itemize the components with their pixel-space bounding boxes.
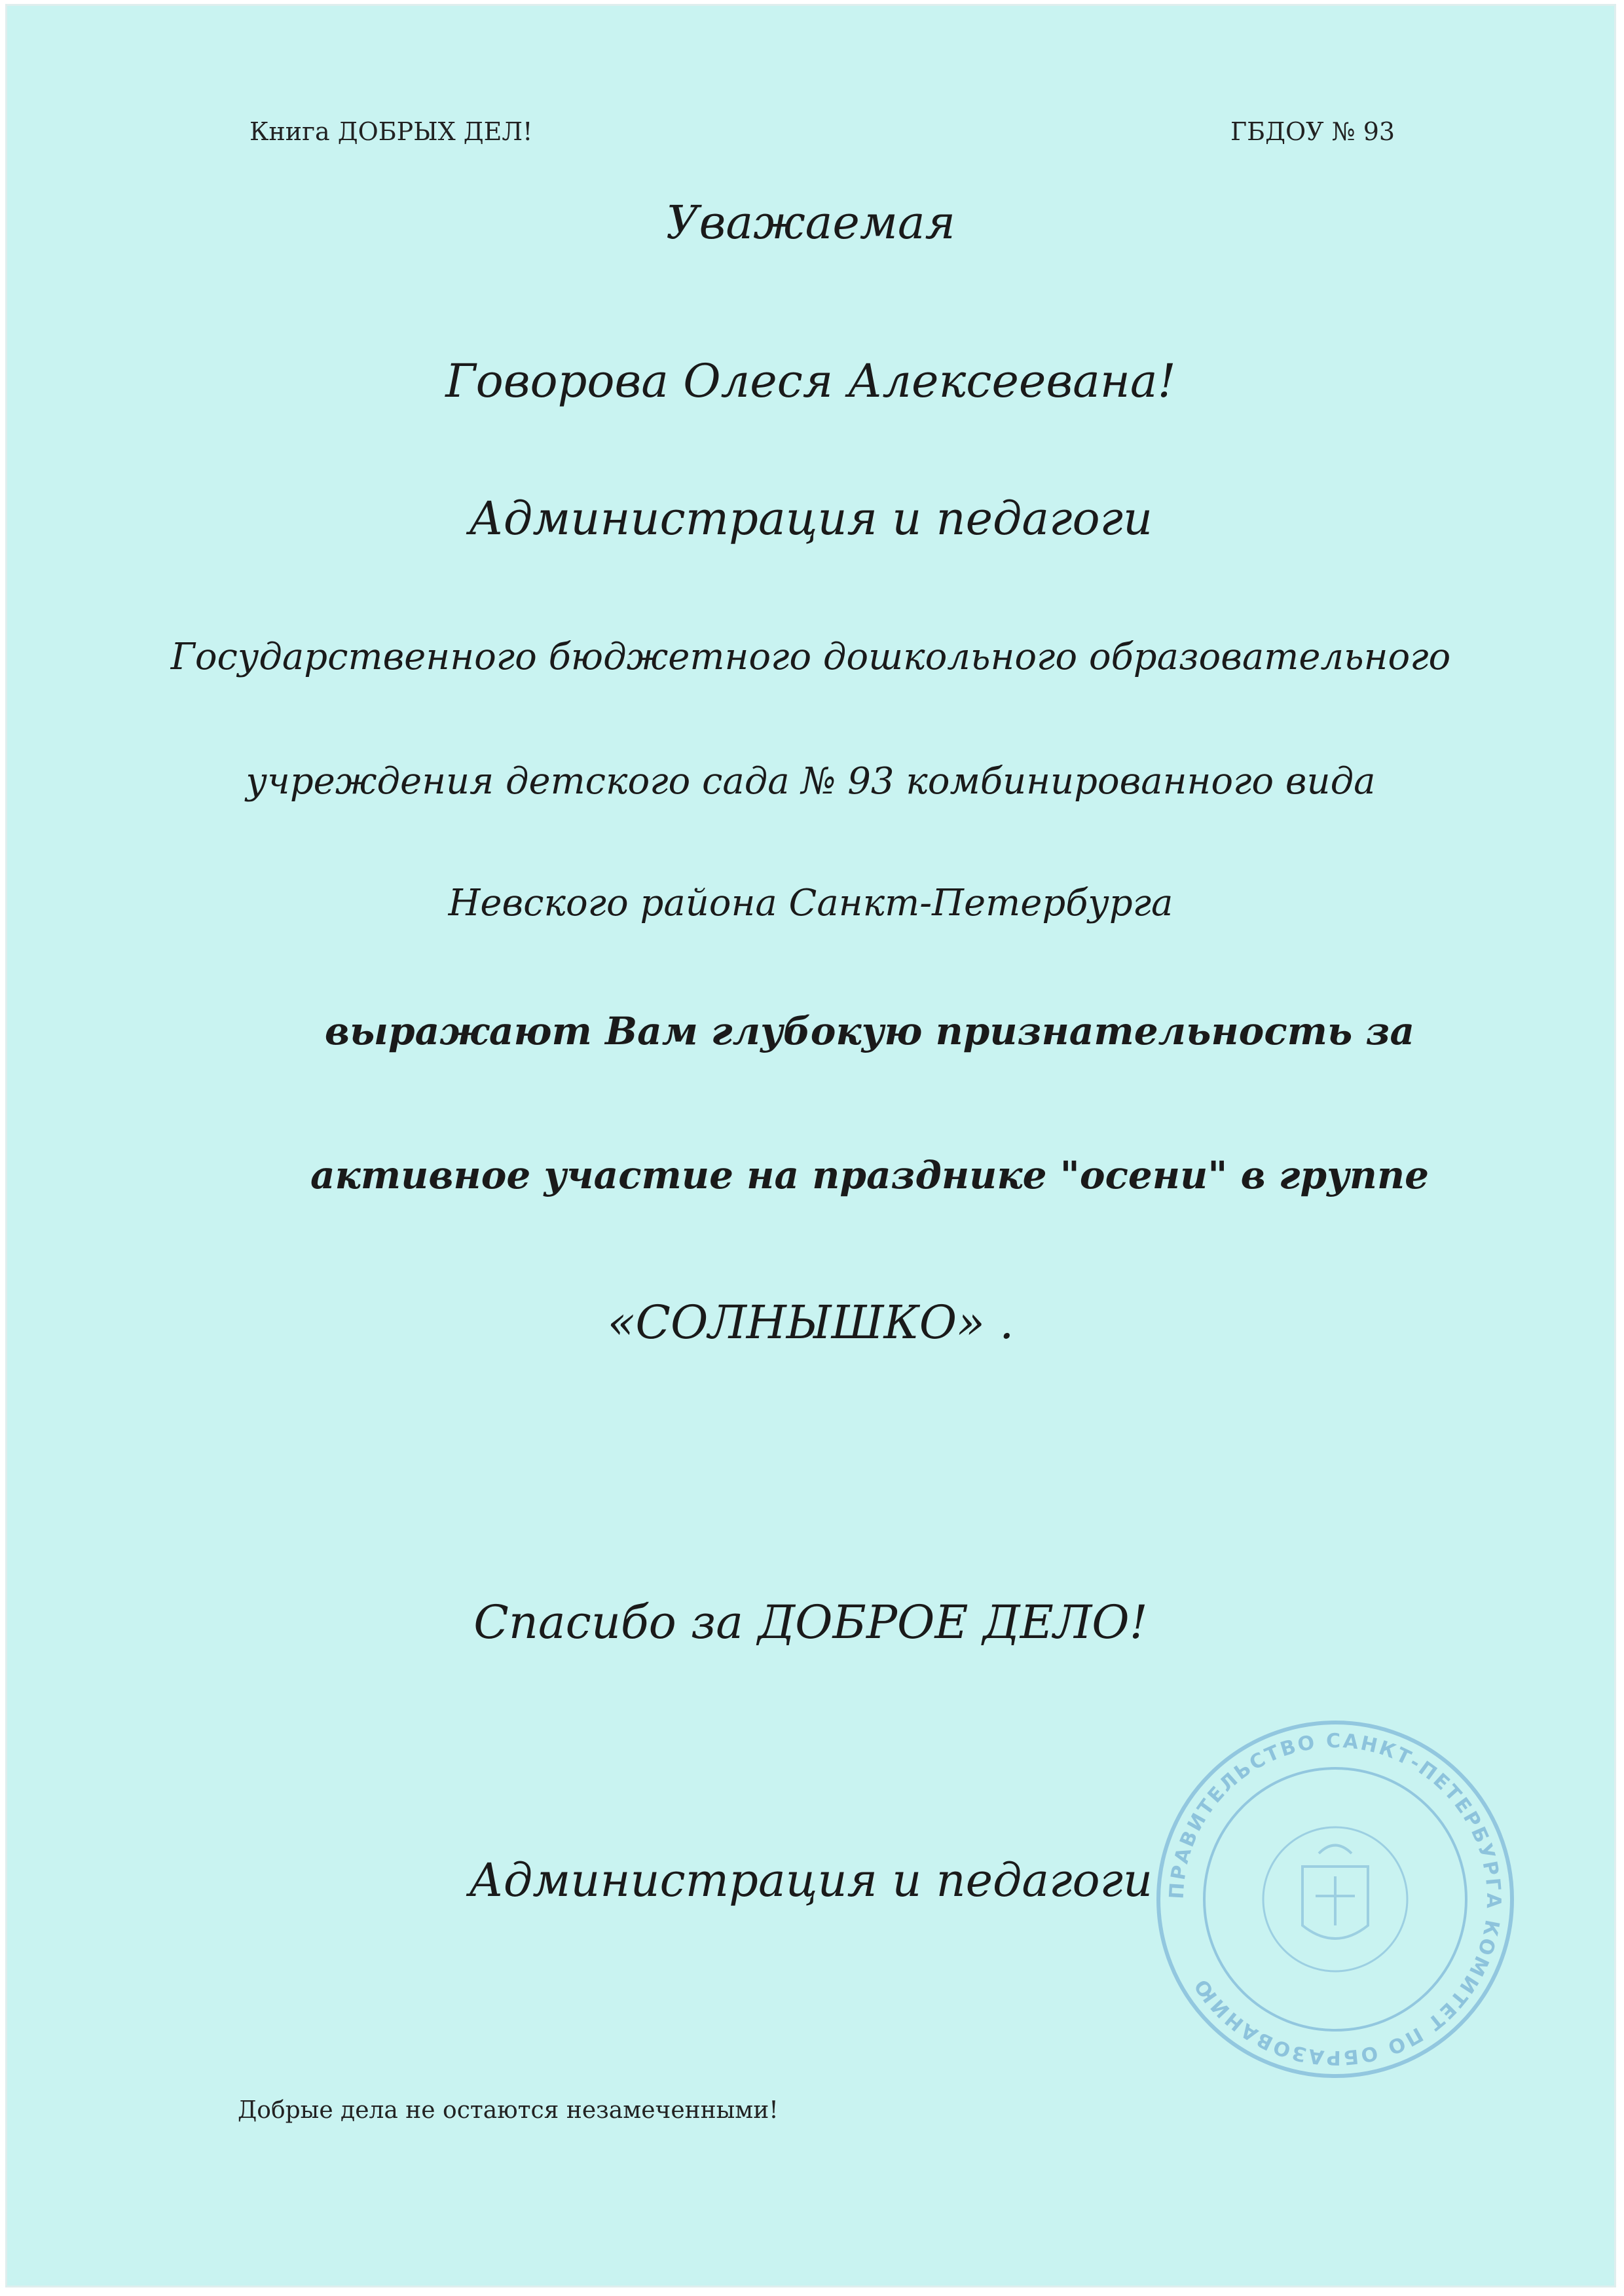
group-name: «СОЛНЫШКО» . <box>607 1296 1014 1349</box>
sender-heading: Администрация и педагоги <box>468 492 1153 545</box>
official-stamp <box>1152 1716 1519 2083</box>
signature-line: Администрация и педагоги <box>468 1853 1153 1907</box>
salutation: Уважаемая <box>666 196 955 249</box>
gratitude-line-2: активное участие на празднике "осени" в группе <box>310 1153 1430 1197</box>
footer-note: Добрые дела не остаются незамеченными! <box>238 2097 779 2124</box>
organization-line-1: Государственного бюджетного дошкольного образовательного <box>170 636 1451 678</box>
institution-code: ГБДОУ № 93 <box>1230 117 1395 146</box>
gratitude-line-1: выражают Вам глубокую признательность за <box>324 1009 1415 1053</box>
document-page <box>5 4 1616 2287</box>
book-title: Книга ДОБРЫХ ДЕЛ! <box>249 117 533 146</box>
recipient-name: Говорова Олеся Алексеевана! <box>445 354 1176 408</box>
organization-line-2: учреждения детского сада № 93 комбинированного вида <box>246 760 1376 803</box>
thanks-line: Спасибо за ДОБРОЕ ДЕЛО! <box>473 1595 1148 1649</box>
coat-of-arms-icon <box>1302 1846 1368 1939</box>
stamp-text: ПРАВИТЕЛЬСТВО САНКТ-ПЕТЕРБУРГА КОМИТЕТ ПО ОБРАЗОВАНИЮ <box>1165 1729 1505 2069</box>
organization-line-3: Невского района Санкт-Петербурга <box>448 882 1173 924</box>
